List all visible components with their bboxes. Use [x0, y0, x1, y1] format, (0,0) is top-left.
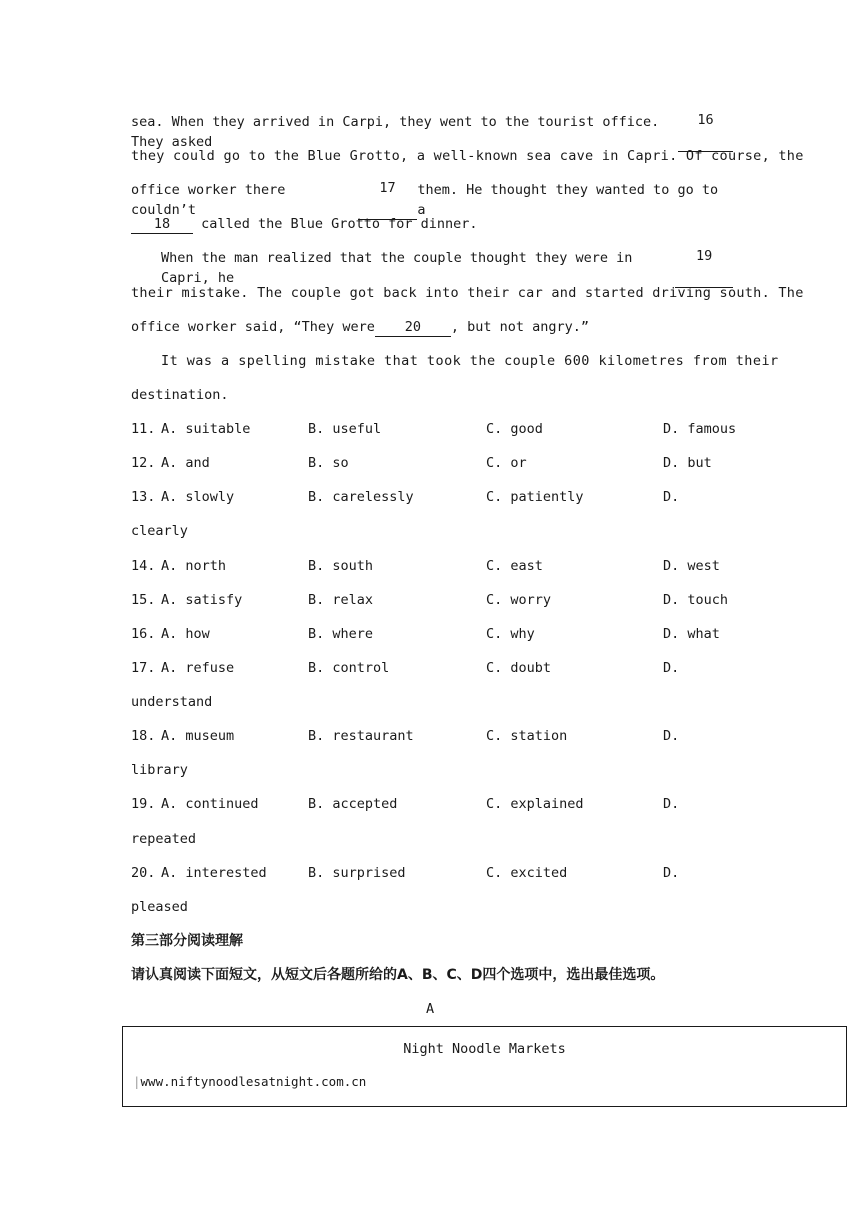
option-d-wrapped: pleased: [131, 899, 188, 915]
option-a: A. north: [161, 558, 227, 574]
box-url-text: www.niftynoodlesatnight.com.cn: [140, 1074, 367, 1089]
question-number: 12.: [131, 455, 156, 471]
passage-line: destination.: [131, 387, 229, 403]
question-number: 14.: [131, 558, 156, 574]
option-d: D. what: [663, 626, 720, 642]
option-d: D.: [663, 660, 680, 676]
question-number: 17.: [131, 660, 156, 676]
option-b: B. restaurant: [308, 728, 414, 744]
section-instruction: 请认真阅读下面短文，从短文后各题所给的A、B、C、D四个选项中，选出最佳选项。: [131, 967, 665, 983]
passage-line: It was a spelling mistake that took the couple 600 kilometres from their: [161, 353, 779, 369]
passage-line: they could go to the Blue Grotto, a well-known sea cave in Capri. Of course, the: [131, 148, 804, 164]
blank-17: 17: [358, 180, 418, 220]
passage-text: called the Blue Grotto for dinner.: [201, 216, 478, 232]
option-c: C. worry: [486, 592, 552, 608]
option-d-wrapped: clearly: [131, 523, 188, 539]
passage-line: [131, 317, 589, 337]
option-c: C. why: [486, 626, 535, 642]
option-c: C. or: [486, 455, 527, 471]
option-d: D.: [663, 796, 680, 812]
question-number: 11.: [131, 421, 156, 437]
passage-line: [131, 214, 477, 234]
blank-20: 20: [375, 319, 451, 337]
question-number: 19.: [131, 796, 156, 812]
option-c: C. excited: [486, 865, 568, 881]
option-d: D. famous: [663, 421, 737, 437]
option-d: D. but: [663, 455, 712, 471]
question-number: 13.: [131, 489, 156, 505]
option-d-wrapped: library: [131, 762, 188, 778]
option-a: A. how: [161, 626, 210, 642]
passage-text: office worker there couldn’t: [131, 182, 286, 218]
option-a: A. satisfy: [161, 592, 243, 608]
passage-box: [122, 1026, 847, 1107]
option-b: B. useful: [308, 421, 382, 437]
option-b: B. so: [308, 455, 349, 471]
option-a: A. slowly: [161, 489, 235, 505]
passage-text: office worker said, “They were: [131, 319, 375, 335]
option-d: D. west: [663, 558, 720, 574]
option-c: C. patiently: [486, 489, 584, 505]
option-b: B. control: [308, 660, 390, 676]
option-b: B. relax: [308, 592, 374, 608]
passage-line: their mistake. The couple got back into their car and started driving south. The: [131, 285, 804, 301]
option-d: D.: [663, 489, 680, 505]
option-a: A. interested: [161, 865, 267, 881]
option-a: A. continued: [161, 796, 259, 812]
passage-line: [161, 248, 733, 288]
option-d-wrapped: understand: [131, 694, 213, 710]
passage-text: sea. When they arrived in Carpi, they went to the tourist office. They asked: [131, 114, 660, 150]
option-c: C. explained: [486, 796, 584, 812]
box-title: Night Noodle Markets: [403, 1041, 566, 1057]
option-b: B. where: [308, 626, 374, 642]
option-b: B. south: [308, 558, 374, 574]
option-c: C. east: [486, 558, 543, 574]
option-d: D. touch: [663, 592, 729, 608]
passage-text: , but not angry.”: [450, 319, 590, 335]
passage-text: When the man realized that the couple thought they were in Capri, he: [161, 250, 633, 286]
option-a: A. refuse: [161, 660, 235, 676]
option-d-wrapped: repeated: [131, 831, 197, 847]
option-d: D.: [663, 728, 680, 744]
passage-text: them. He thought they wanted to go to a: [417, 182, 719, 218]
option-a: A. museum: [161, 728, 235, 744]
option-c: C. good: [486, 421, 543, 437]
blank-16: 16: [678, 112, 733, 152]
section-title: 第三部分阅读理解: [131, 933, 243, 949]
text-cursor: |: [133, 1074, 141, 1089]
option-a: A. and: [161, 455, 210, 471]
question-number: 18.: [131, 728, 156, 744]
option-c: C. station: [486, 728, 568, 744]
option-b: B. carelessly: [308, 489, 414, 505]
question-number: 20.: [131, 865, 156, 881]
blank-19: 19: [675, 248, 733, 288]
part-label: A: [426, 1001, 435, 1017]
box-url: [133, 1074, 366, 1089]
option-d: D.: [663, 865, 680, 881]
blank-18: 18: [131, 216, 193, 234]
option-b: B. surprised: [308, 865, 406, 881]
question-number: 16.: [131, 626, 156, 642]
option-c: C. doubt: [486, 660, 552, 676]
option-a: A. suitable: [161, 421, 251, 437]
option-b: B. accepted: [308, 796, 398, 812]
question-number: 15.: [131, 592, 156, 608]
